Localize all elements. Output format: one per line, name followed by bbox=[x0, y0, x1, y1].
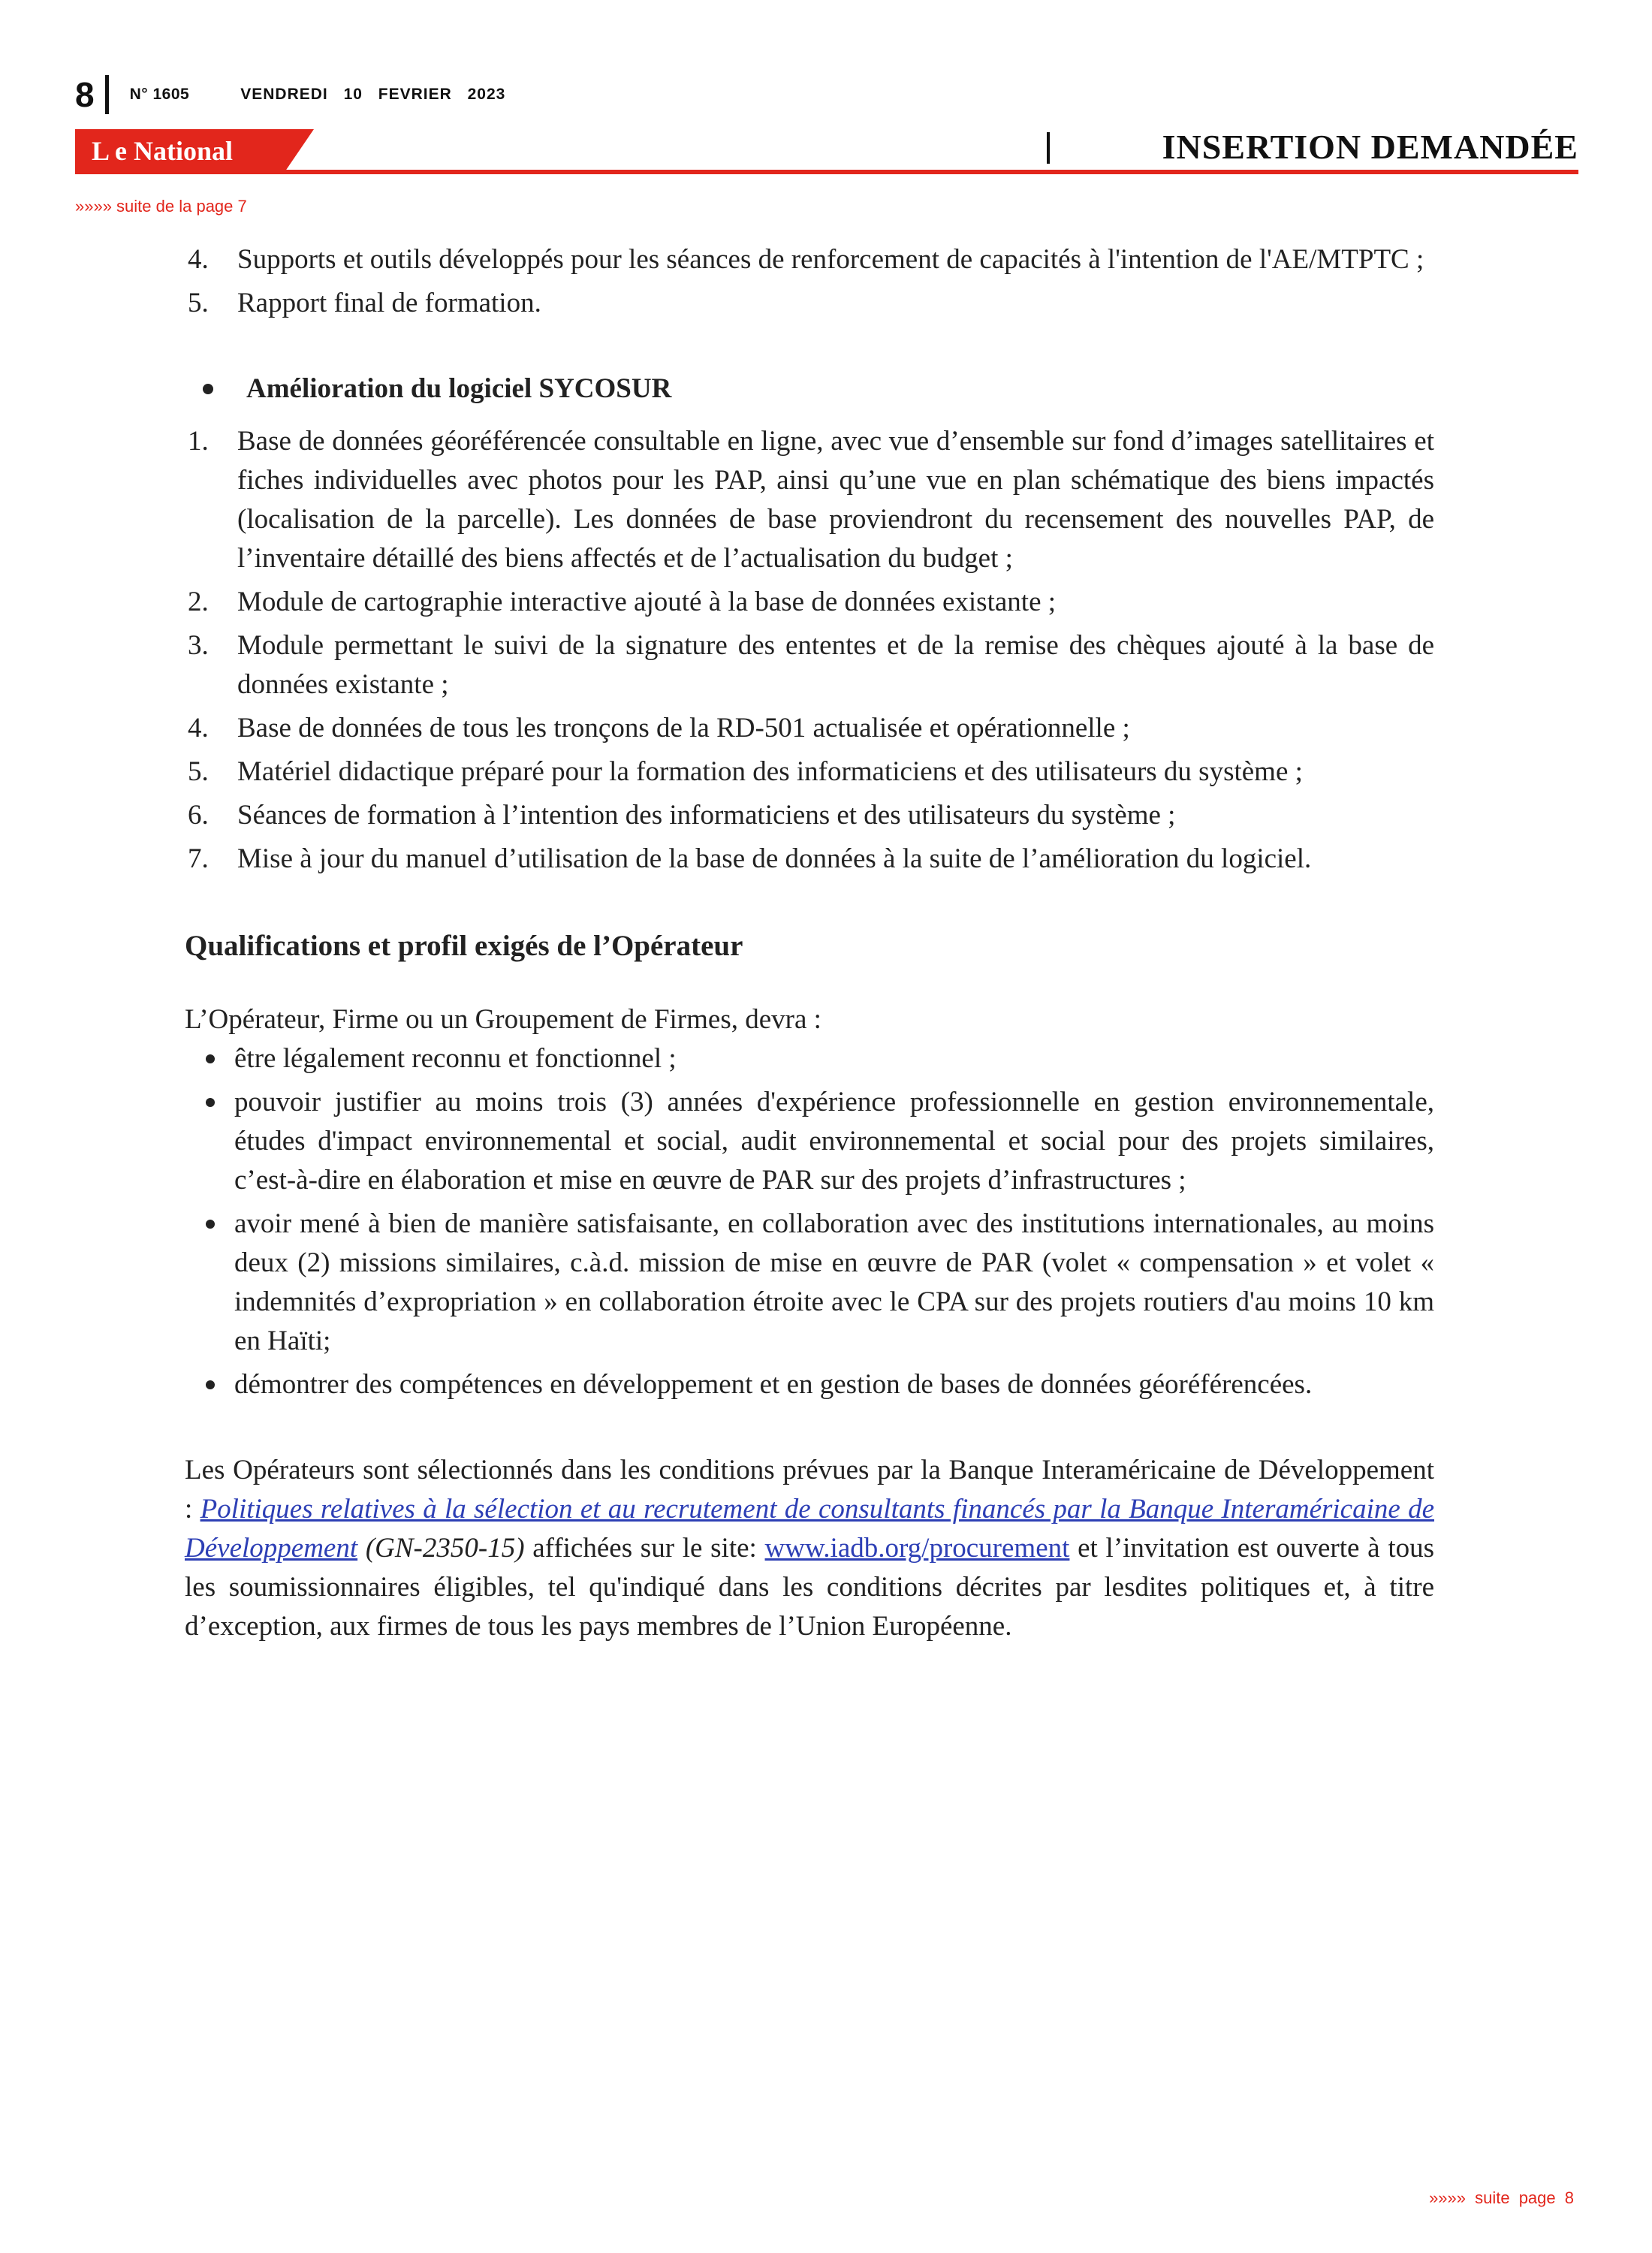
item-text: Rapport final de formation. bbox=[237, 288, 541, 318]
list-item bbox=[188, 796, 1434, 835]
list-item bbox=[188, 753, 1434, 792]
list-item bbox=[188, 1365, 1434, 1404]
list-item bbox=[188, 840, 1434, 879]
continued-to-note: »»»» suite page 8 bbox=[1429, 2188, 1574, 2207]
bullet-icon bbox=[188, 1205, 234, 1361]
list-item bbox=[188, 709, 1434, 748]
qualifications-title: Qualifications et profil exigés de l’Opérateur bbox=[185, 930, 743, 962]
list-item bbox=[188, 583, 1434, 622]
page-number: 8 bbox=[75, 75, 95, 114]
item-text: Mise à jour du manuel d’utilisation de la base de données à la suite de l’amélioration du logiciel. bbox=[237, 843, 1312, 874]
item-number: 3. bbox=[188, 630, 209, 661]
bullet-icon bbox=[203, 384, 213, 394]
closing-text-2: affichées sur le site: bbox=[524, 1533, 765, 1564]
item-number: 5. bbox=[188, 756, 209, 787]
deliverables-list bbox=[188, 240, 1434, 323]
closing-text-3: et l’invitation est ouverte à tous les soumissionnaires éligibles, tel qu'indiqué dans les conditions décrites par lesdites politiques et, à titre d’exception, aux firmes de tous les pays membres de l’Union Européenne. bbox=[185, 1533, 1434, 1642]
item-number: 4. bbox=[188, 713, 209, 743]
bullet-icon bbox=[188, 1039, 234, 1078]
list-item bbox=[188, 1205, 1434, 1361]
item-text: Module permettant le suivi de la signature des ententes et de la remise des chèques ajouté à la base de données existante ; bbox=[237, 630, 1434, 700]
item-text: être légalement reconnu et fonctionnel ; bbox=[234, 1043, 677, 1074]
list-item bbox=[188, 240, 1434, 279]
bullet-icon bbox=[188, 1083, 234, 1200]
item-text: avoir mené à bien de manière satisfaisante, en collaboration avec des institutions internationales, au moins deux (2) missions similaires, c.à.d. mission de mise en œuvre de PAR (volet « compensation » et volet « indemnités d’expropriation » en collaboration étroite avec le CPA sur des projets routiers d'au moins 10 km en Haïti; bbox=[234, 1208, 1434, 1356]
policy-code: (GN-2350-15) bbox=[357, 1533, 525, 1564]
item-number: 1. bbox=[188, 426, 209, 457]
item-text: pouvoir justifier au moins trois (3) années d'expérience professionnelle en gestion environnementale, études d'impact environnemental et social, audit environnemental et social pour des projets similaires, c’est-à-dire en élaboration et mise en œuvre de PAR sur des projets d’infrastructures ; bbox=[234, 1087, 1434, 1196]
list-item bbox=[188, 1039, 1434, 1078]
list-item bbox=[188, 284, 1434, 323]
sycosur-list bbox=[188, 422, 1434, 879]
brand-logo: L e National bbox=[92, 136, 234, 166]
sycosur-heading bbox=[188, 369, 1434, 409]
sycosur-heading-text: Amélioration du logiciel SYCOSUR bbox=[246, 373, 672, 404]
closing-text-1: Les Opérateurs sont sélectionnés dans les conditions prévues par la Banque Interaméricaine de Développement : bbox=[185, 1455, 1434, 1525]
continued-from-note: »»»» suite de la page 7 bbox=[75, 197, 247, 216]
list-item bbox=[188, 626, 1434, 704]
item-text: Supports et outils développés pour les séances de renforcement de capacités à l'intention de l'AE/MTPTC ; bbox=[237, 244, 1424, 275]
item-number: 7. bbox=[188, 843, 209, 874]
section-title: INSERTION DEMANDÉE bbox=[1162, 128, 1578, 166]
header-red-rule bbox=[75, 170, 1578, 174]
list-item bbox=[188, 422, 1434, 578]
item-text: démontrer des compétences en développement et en gestion de bases de données géoréférencées. bbox=[234, 1369, 1313, 1400]
page-number-divider bbox=[105, 75, 109, 114]
item-text: Base de données géoréférencée consultable en ligne, avec vue d’ensemble sur fond d’images satellitaires et fiches individuelles avec photos pour les PAP, ainsi qu’une vue en plan schématique des biens impactés (localisation de la parcelle). Les données de base proviendront du recensement des nouvelles PAP, de l’inventaire détaillé des biens affectés et de l’actualisation du budget ; bbox=[237, 426, 1434, 574]
item-number: 4. bbox=[188, 244, 209, 275]
page-header bbox=[75, 72, 505, 117]
bullet-icon bbox=[188, 1365, 234, 1404]
section-divider bbox=[1047, 132, 1050, 164]
item-number: 5. bbox=[188, 288, 209, 318]
document-body bbox=[185, 240, 1434, 1674]
issue-date: VENDREDI 10 FEVRIER 2023 bbox=[240, 86, 506, 103]
qualifications-list bbox=[188, 1039, 1434, 1404]
item-text: Matériel didactique préparé pour la formation des informaticiens et des utilisateurs du système ; bbox=[237, 756, 1303, 787]
policy-link[interactable]: Politiques relatives à la sélection et au recrutement de consultants financés par la Banque Interaméricaine de Développement bbox=[185, 1494, 1434, 1564]
procurement-site-link[interactable]: www.iadb.org/procurement bbox=[764, 1533, 1070, 1564]
item-number: 2. bbox=[188, 587, 209, 617]
qualifications-intro: L’Opérateur, Firme ou un Groupement de Firmes, devra : bbox=[185, 1004, 821, 1035]
list-item bbox=[188, 1083, 1434, 1200]
item-text: Séances de formation à l’intention des informaticiens et des utilisateurs du système ; bbox=[237, 800, 1176, 831]
item-text: Module de cartographie interactive ajouté à la base de données existante ; bbox=[237, 587, 1057, 617]
item-number: 6. bbox=[188, 800, 209, 831]
issue-number: N° 1605 bbox=[129, 86, 190, 103]
closing-paragraph bbox=[185, 1451, 1434, 1646]
item-text: Base de données de tous les tronçons de la RD-501 actualisée et opérationnelle ; bbox=[237, 713, 1130, 743]
